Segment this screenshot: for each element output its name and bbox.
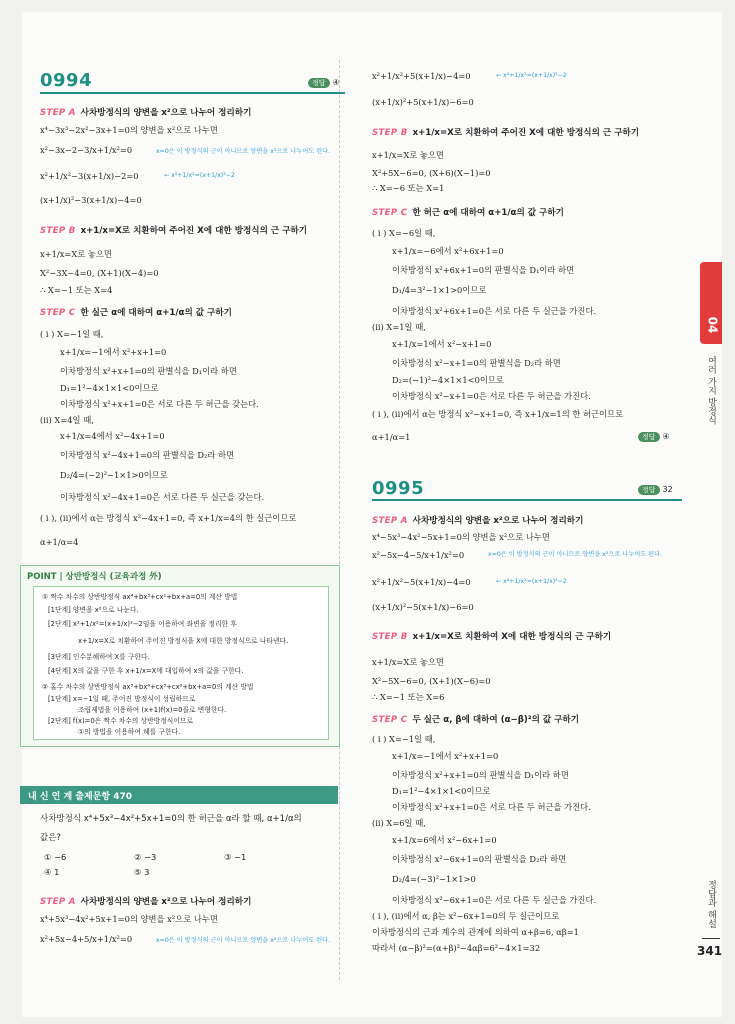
solution-line: (x+1/x)²−3(x+1/x)−4=0 xyxy=(40,195,142,205)
solution-line: x⁴−5x³−4x²−5x+1=0의 양변을 x²으로 나누면 xyxy=(372,532,550,542)
page-number-rule xyxy=(702,938,720,939)
solution-line: 이차방정식 x²−4x+1=0의 판별식을 D₂라 하면 xyxy=(60,450,235,460)
choice: ⑤ 3 xyxy=(134,867,150,877)
solution-line: x⁴+5x³−4x²+5x+1=0의 양변을 x²으로 나누면 xyxy=(40,914,218,924)
solution-line: (x+1/x)²+5(x+1/x)−6=0 xyxy=(372,97,474,107)
solution-line: 이차방정식 x²+6x+1=0의 판별식을 D₁이라 하면 xyxy=(392,265,575,275)
point-line: [1단계] x=−1일 때, 주어진 방정식이 성립하므로 xyxy=(48,695,196,703)
choice: ① −6 xyxy=(44,852,67,862)
point-line: [4단계] X의 값을 구한 후 x+1/x=X에 대입하여 x의 값을 구한다. xyxy=(48,667,244,675)
solution-line: 이차방정식 x²+x+1=0은 서로 다른 두 허근을 가진다. xyxy=(392,802,591,812)
solution-line: 이차방정식 x²−6x+1=0은 서로 다른 두 실근을 가진다. xyxy=(392,895,597,905)
solution-line: 이차방정식 x²−x+1=0은 서로 다른 두 허근을 가진다. xyxy=(392,391,591,401)
point-line: [1단계] 양변을 x²으로 나눈다. xyxy=(48,606,139,614)
answer-badge: 정답 ④ xyxy=(638,432,670,442)
solution-line: x²−5x−4−5/x+1/x²=0 xyxy=(372,550,465,560)
solution-line: X²+5X−6=0, (X+6)(X−1)=0 xyxy=(372,168,491,178)
step-b: STEP B x+1/x=X로 치환하여 주어진 X에 대한 방정식의 근 구하기 xyxy=(372,128,640,138)
solution-line: ( i ) X=−1일 때, xyxy=(40,329,104,339)
step-b: STEP B x+1/x=X로 치환하여 X에 대한 방정식의 근 구하기 xyxy=(372,632,612,642)
section-title: 정답과 해설 xyxy=(706,880,716,928)
solution-line: x+1/x=−6에서 x²+6x+1=0 xyxy=(392,246,504,256)
solution-line: x+1/x=−1에서 x²+x+1=0 xyxy=(392,751,499,761)
step-a: STEP A 사차방정식의 양변을 x²으로 나누어 정리하기 xyxy=(372,516,584,526)
step-b: STEP B x+1/x=X로 치환하여 주어진 X에 대한 방정식의 근 구하기 xyxy=(40,226,308,236)
side-note: ← x²+1/x²=(x+1/x)²−2 xyxy=(496,578,567,585)
question-text: 사차방정식 x⁴+5x³−4x²+5x+1=0의 한 허근을 α라 할 때, α+1/α의 xyxy=(40,814,302,824)
problem-rule xyxy=(372,499,682,501)
solution-line: (x+1/x)²−5(x+1/x)−6=0 xyxy=(372,602,474,612)
point-line: [2단계] f(x)=0은 짝수 차수의 상반방정식이므로 xyxy=(48,717,194,725)
choice: ④ 1 xyxy=(44,867,60,877)
solution-line: ( i ), (ii)에서 α는 방정식 x²−4x+1=0, 즉 x+1/x=4의 한 실근이므로 xyxy=(40,513,297,523)
solution-line: (ii) X=4일 때, xyxy=(40,415,94,425)
solution-line: 이차방정식 x²+x+1=0은 서로 다른 두 허근을 갖는다. xyxy=(60,399,259,409)
final-result: α+1/α=1 xyxy=(372,432,411,442)
point-line: ①의 방법을 이용하여 해를 구한다. xyxy=(78,728,181,736)
point-heading: POINT | 상반방정식 (교육과정 外) xyxy=(27,572,162,582)
point-line: ① 짝수 차수의 상반방정식 ax⁴+bx³+cx²+bx+a=0의 계산 방법 xyxy=(42,593,238,601)
chapter-number: 04 xyxy=(705,316,720,334)
solution-line: 이차방정식 x²−6x+1=0의 판별식을 D₂라 하면 xyxy=(392,854,567,864)
point-line: [2단계] x²+1/x²=(x+1/x)²−2임을 이용하여 좌변을 정리한 후 xyxy=(48,620,237,628)
solution-line: x²+1/x²+5(x+1/x)−4=0 xyxy=(372,71,471,81)
solution-line: x⁴−3x³−2x²−3x+1=0의 양변을 x²으로 나누면 xyxy=(40,125,218,135)
side-note: x=0은 이 방정식의 근이 아니므로 양변을 x²으로 나누어도 된다. xyxy=(488,551,663,558)
solution-line: ( i ), (ii)에서 α는 방정식 x²−x+1=0, 즉 x+1/x=1의 한 허근이므로 xyxy=(372,409,624,419)
solution-line: 이차방정식 x²+x+1=0의 판별식을 D₁이라 하면 xyxy=(392,770,569,780)
problem-rule xyxy=(40,92,345,94)
problem-number: 0994 xyxy=(40,70,93,91)
solution-line: 이차방정식 x²−4x+1=0은 서로 다른 두 실근을 갖는다. xyxy=(60,492,265,502)
solution-line: D₁/4=3²−1×1>0이므로 xyxy=(392,285,487,295)
chapter-title: 여러 가지 방정식 xyxy=(706,356,716,425)
solution-line: x²+1/x²−5(x+1/x)−4=0 xyxy=(372,577,471,587)
column-divider xyxy=(339,60,340,980)
point-line: ② 홀수 차수의 상반방정식 ax⁵+bx⁴+cx³+cx²+bx+a=0의 계산 방법 xyxy=(42,683,254,691)
solution-line: ∴ X=−1 또는 X=4 xyxy=(40,285,113,295)
solution-line: x+1/x=6에서 x²−6x+1=0 xyxy=(392,835,497,845)
solution-line: ( i ) X=−6일 때, xyxy=(372,228,436,238)
solution-line: ∴ X=−6 또는 X=1 xyxy=(372,183,445,193)
answer-label: 정답 xyxy=(308,78,330,88)
step-a: STEP A 사차방정식의 양변을 x²으로 나누어 정리하기 xyxy=(40,108,252,118)
solution-line: X²−3X−4=0, (X+1)(X−4)=0 xyxy=(40,268,159,278)
step-c: STEP C 한 허근 α에 대하여 α+1/α의 값 구하기 xyxy=(372,208,564,218)
choice: ③ −1 xyxy=(224,852,247,862)
solution-line: x²−3x−2−3/x+1/x²=0 xyxy=(40,145,133,155)
solution-line: ∴ X=−1 또는 X=6 xyxy=(372,692,445,702)
solution-line: D₂/4=(−3)²−1×1>0 xyxy=(392,874,476,884)
point-content xyxy=(33,586,329,740)
step-a: STEP A 사차방정식의 양변을 x²으로 나누어 정리하기 xyxy=(40,897,252,907)
problem-number: 0995 xyxy=(372,478,425,499)
page-number: 341 xyxy=(697,944,723,958)
solution-line: ( i ) X=−1일 때, xyxy=(372,734,436,744)
final-result: α+1/α=4 xyxy=(40,537,79,547)
solution-line: D₁=1²−4×1×1<0이므로 xyxy=(60,383,159,393)
solution-line: x+1/x=−1에서 x²+x+1=0 xyxy=(60,347,167,357)
side-note: ← x²+1/x²=(x+1/x)²−2 xyxy=(164,172,235,179)
solution-line: 이차방정식 x²+x+1=0의 판별식을 D₁이라 하면 xyxy=(60,366,237,376)
step-c: STEP C 두 실근 α, β에 대하여 (α−β)²의 값 구하기 xyxy=(372,715,580,725)
final-result: 따라서 (α−β)²=(α+β)²−4αβ=6²−4×1=32 xyxy=(372,943,541,953)
solution-line: x+1/x=X로 놓으면 xyxy=(40,249,112,259)
answer-badge: 정답 32 xyxy=(638,485,673,495)
solution-line: x²+5x−4+5/x+1/x²=0 xyxy=(40,934,133,944)
side-note: x=0은 이 방정식의 근이 아니므로 양변을 x²으로 나누어도 된다. xyxy=(156,148,331,155)
side-note: ← x²+1/x²=(x+1/x)²−2 xyxy=(496,72,567,79)
solution-line: 이차방정식 x²−x+1=0의 판별식을 D₂라 하면 xyxy=(392,358,561,368)
solution-line: x+1/x=4에서 x²−4x+1=0 xyxy=(60,431,165,441)
solution-line: D₂/4=(−2)²−1×1>0이므로 xyxy=(60,470,168,480)
solution-line: D₂=(−1)²−4×1×1<0이므로 xyxy=(392,375,504,385)
point-line: x+1/x=X로 치환하여 주어진 방정식을 X에 대한 방정식으로 나타낸다. xyxy=(78,637,289,645)
solution-line: ( i ), (ii)에서 α, β는 x²−6x+1=0의 두 실근이므로 xyxy=(372,911,560,921)
solution-line: 이차방정식의 근과 계수의 관계에 의하여 α+β=6, αβ=1 xyxy=(372,927,579,937)
naesin-banner: 내 신 연 계 출제문항 470 xyxy=(20,786,338,804)
point-box xyxy=(20,565,340,747)
answer-value: ④ xyxy=(332,78,340,87)
solution-line: (ii) X=6일 때, xyxy=(372,818,426,828)
side-note: x=0은 이 방정식의 근이 아니므로 양변을 x²으로 나누어도 된다. xyxy=(156,937,331,944)
solution-line: x+1/x=1에서 x²−x+1=0 xyxy=(392,339,492,349)
step-c: STEP C 한 실근 α에 대하여 α+1/α의 값 구하기 xyxy=(40,308,232,318)
point-line: [3단계] 인수분해하여 X를 구한다. xyxy=(48,653,150,661)
solution-line: x²+1/x²−3(x+1/x)−2=0 xyxy=(40,171,139,181)
solution-line: 이차방정식 x²+6x+1=0은 서로 다른 두 실근을 가진다. xyxy=(392,306,597,316)
solution-line: x+1/x=X로 놓으면 xyxy=(372,150,444,160)
solution-line: x+1/x=X로 놓으면 xyxy=(372,657,444,667)
solution-line: X²−5X−6=0, (X+1)(X−6)=0 xyxy=(372,676,491,686)
choice: ② −3 xyxy=(134,852,157,862)
solution-line: (ii) X=1일 때, xyxy=(372,322,426,332)
solution-line: D₁=1²−4×1×1<0이므로 xyxy=(392,786,491,796)
point-line: 조립제법을 이용하여 (x+1)f(x)=0꼴로 변형한다. xyxy=(78,706,227,714)
answer-badge xyxy=(308,78,340,88)
question-text: 값은? xyxy=(40,833,61,843)
